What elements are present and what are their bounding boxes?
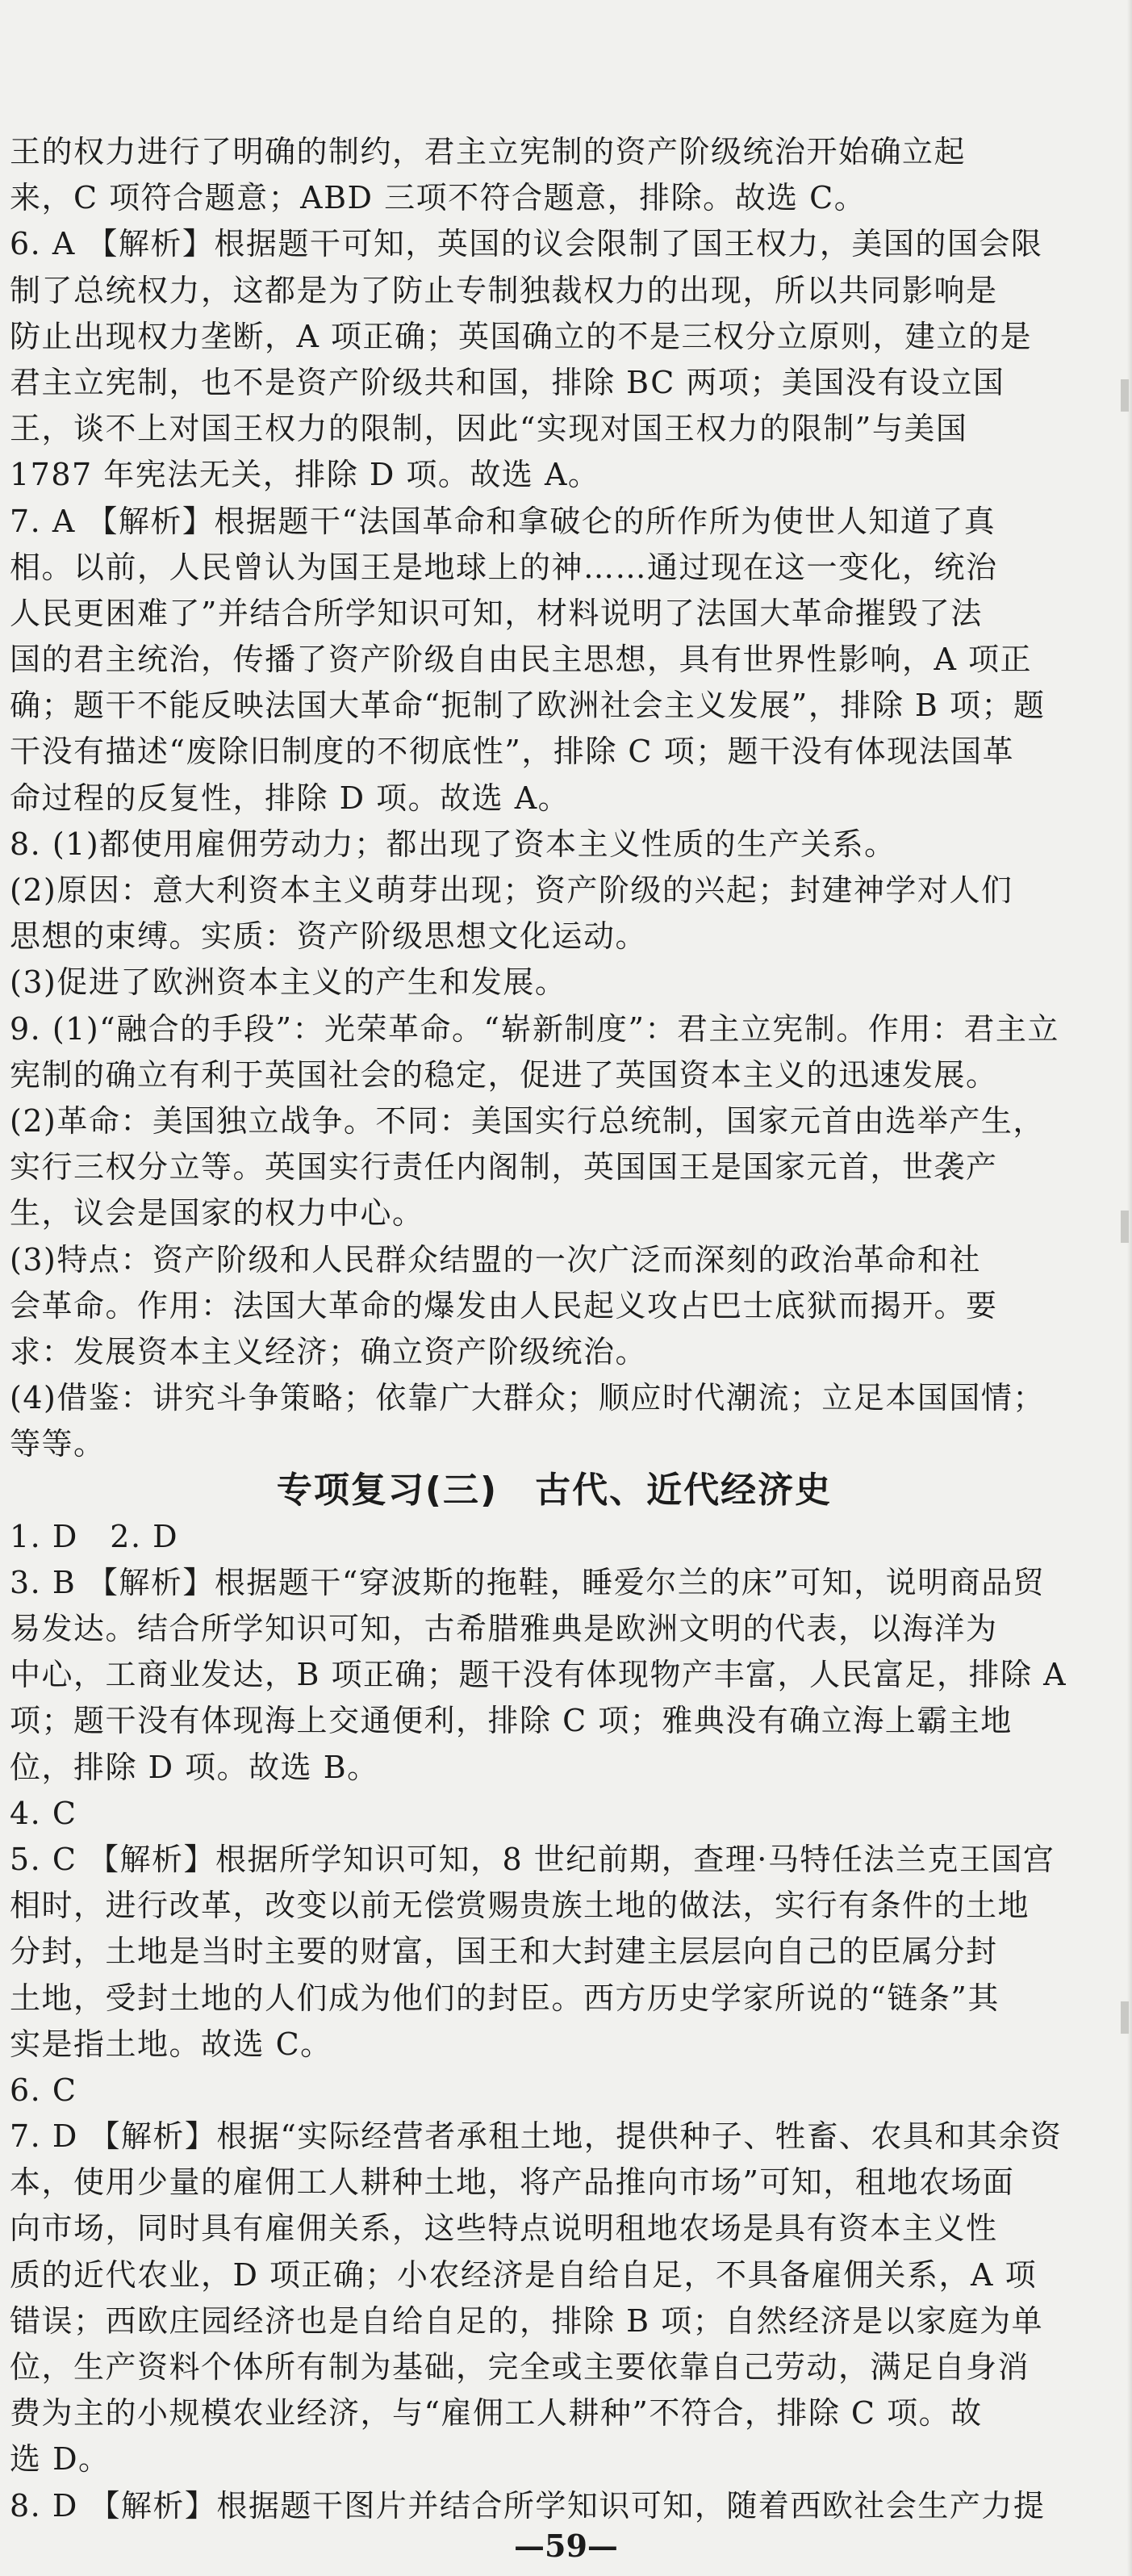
text-line: (4)借鉴：讲究斗争策略；依靠广大群众；顺应时代潮流；立足本国国情； [10,1380,1045,1416]
text-line: 生，议会是国家的权力中心。 [10,1195,424,1232]
answer-text-body [10,129,1099,2529]
text-line: 1. D 2. D [10,1518,179,1554]
text-line: (2)革命：美国独立战争。不同：美国实行总统制，国家元首由选举产生， [10,1102,1045,1139]
text-line: 8. (1)都使用雇佣劳动力；都出现了资本主义性质的生产关系。 [10,826,896,862]
section-heading: 专项复习(三) 古代、近代经济史 [276,1470,833,1512]
text-line: 位，排除 D 项。故选 B。 [10,1749,379,1785]
text-line: 确；题干不能反映法国大革命“扼制了欧洲社会主义发展”，排除 B 项；题 [10,688,1046,724]
text-line: 求：发展资本主义经济；确立资产阶级统治。 [10,1333,648,1370]
text-line: 9. (1)“融合的手段”：光荣革命。“崭新制度”：君主立宪制。作用：君主立 [10,1010,1059,1047]
text-line: 相。以前，人民曾认为国王是地球上的神……通过现在这一变化，统治 [10,549,998,585]
text-line: 会革命。作用：法国大革命的爆发由人民起义攻占巴士底狱而揭开。要 [10,1287,998,1324]
text-line: 来，C 项符合题意；ABD 三项不符合题意，排除。故选 C。 [10,180,867,216]
text-line: 中心，工商业发达，B 项正确；题干没有体现物产丰富，人民富足，排除 A [10,1657,1067,1693]
text-line: 制了总统权力，这都是为了防止专制独裁权力的出现，所以共同影响是 [10,272,998,308]
text-line: 选 D。 [10,2441,111,2478]
text-line: 防止出现权力垄断，A 项正确；英国确立的不是三权分立原则，建立的是 [10,318,1033,354]
text-line: 7. A 【解析】根据题干“法国革命和拿破仑的所作所为使世人知道了真 [10,503,996,539]
margin-mark [1121,379,1129,412]
text-line: 干没有描述“废除旧制度的不彻底性”，排除 C 项；题干没有体现法国革 [10,734,1015,770]
text-line: 相时，进行改革，改变以前无偿赏赐贵族土地的做法，实行有条件的土地 [10,1888,1030,1924]
text-line: 君主立宪制，也不是资产阶级共和国，排除 BC 两项；美国没有设立国 [10,364,1005,400]
page-number: —59— [514,2528,618,2564]
text-line: 费为主的小规模农业经济，与“雇佣工人耕种”不符合，排除 C 项。故 [10,2395,983,2432]
text-line: 命过程的反复性，排除 D 项。故选 A。 [10,780,570,816]
text-line: 王的权力进行了明确的制约，君主立宪制的资产阶级统治开始确立起 [10,134,967,169]
text-line: 宪制的确立有利于英国社会的稳定，促进了英国资本主义的迅速发展。 [10,1056,998,1093]
text-line: 实行三权分立等。英国实行责任内阁制，英国国王是国家元首，世袭产 [10,1149,998,1186]
text-line: 错误；西欧庄园经济也是自给自足的，排除 B 项；自然经济是以家庭为单 [10,2302,1044,2339]
text-line: 分封，土地是当时主要的财富，国王和大封建主层层向自己的臣属分封 [10,1934,998,1970]
text-line: 王，谈不上对国王权力的限制，因此“实现对国王权力的限制”与美国 [10,411,968,447]
text-line: 思想的束缚。实质：资产阶级思想文化运动。 [10,918,648,955]
text-line: 土地，受封土地的人们成为他们的封臣。西方历史学家所说的“链条”其 [10,1980,1000,2016]
text-line: (2)原因：意大利资本主义萌芽出现；资产阶级的兴起；封建神学对人们 [10,872,1013,908]
text-line: 本，使用少量的雇佣工人耕种土地，将产品推向市场”可知，租地农场面 [10,2164,1015,2201]
text-line: 易发达。结合所学知识可知，古希腊雅典是欧洲文明的代表，以海洋为 [10,1611,998,1646]
text-line: (3)特点：资产阶级和人民群众结盟的一次广泛而深刻的政治革命和社 [10,1241,981,1278]
text-line: 国的君主统治，传播了资产阶级自由民主思想，具有世界性影响，A 项正 [10,642,1033,678]
margin-mark [1121,2001,1129,2034]
text-line: 4. C [10,1795,77,1831]
margin-mark [1121,1211,1129,1243]
text-line: 8. D 【解析】根据题干图片并结合所学知识可知，随着西欧社会生产力提 [10,2487,1046,2524]
text-line: 项；题干没有体现海上交通便利，排除 C 项；雅典没有确立海上霸主地 [10,1703,1013,1739]
text-line: 3. B 【解析】根据题干“穿波斯的拖鞋，睡爱尔兰的床”可知，说明商品贸 [10,1564,1046,1600]
text-line: 向市场，同时具有雇佣关系，这些特点说明租地农场是具有资本主义性 [10,2210,998,2247]
text-line: 人民更困难了”并结合所学知识可知，材料说明了法国大革命摧毁了法 [10,595,983,631]
text-line: 质的近代农业，D 项正确；小农经济是自给自足，不具备雇佣关系，A 项 [10,2256,1038,2293]
text-line: 7. D 【解析】根据“实际经营者承租土地，提供种子、牲畜、农具和其余资 [10,2118,1063,2155]
text-line: 实是指土地。故选 C。 [10,2026,332,2062]
text-line: 5. C 【解析】根据所学知识可知，8 世纪前期，查理·马特任法兰克王国宫 [10,1841,1055,1877]
text-line: 等等。 [10,1426,106,1462]
text-line: 1787 年宪法无关，排除 D 项。故选 A。 [10,457,600,493]
text-line: 6. A 【解析】根据题干可知，英国的议会限制了国王权力，美国的国会限 [10,226,1043,262]
text-line: 6. C [10,2072,77,2108]
text-line: (3)促进了欧洲资本主义的产生和发展。 [10,964,567,1001]
text-line: 位，生产资料个体所有制为基础，完全或主要依靠自己劳动，满足自身消 [10,2349,1030,2385]
